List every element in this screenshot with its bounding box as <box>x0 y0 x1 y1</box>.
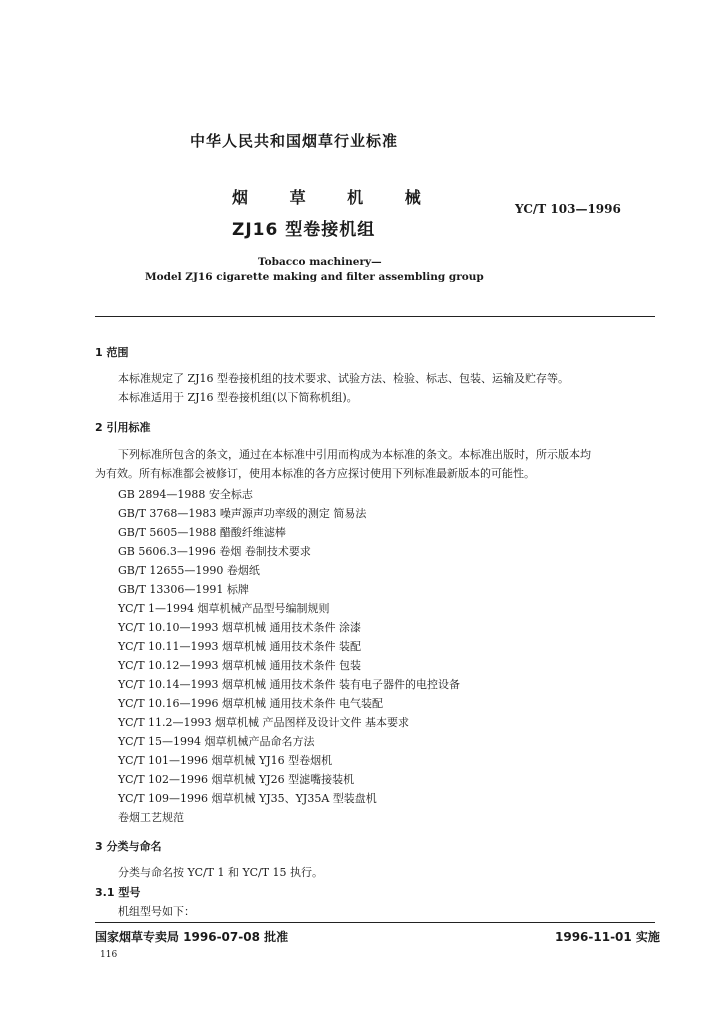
reference-item: GB/T 13306—1991 标牌 <box>118 583 249 596</box>
reference-item: YC/T 15—1994 烟草机械产品命名方法 <box>118 735 315 748</box>
section-3-1-heading: 3.1 型号 <box>95 886 141 899</box>
implementation-date: 1996-11-01 实施 <box>555 930 660 944</box>
page-number: 116 <box>100 950 118 960</box>
section-2-paragraph-line1: 下列标准所包含的条文，通过在本标准中引用而构成为本标准的条文。本标准出版时，所示版本均 <box>118 448 591 461</box>
english-title-line2: Model ZJ16 cigarette making and filter assembling group <box>145 271 484 283</box>
header-divider <box>95 316 655 317</box>
section-3-1-paragraph: 机组型号如下： <box>118 905 195 918</box>
standard-code: YC/T 103—1996 <box>515 202 621 216</box>
standard-title-line2: ZJ16 型卷接机组 <box>232 220 376 240</box>
reference-item: GB/T 5605—1988 醋酸纤维滤棒 <box>118 526 286 539</box>
section-3-heading: 3 分类与命名 <box>95 840 162 853</box>
reference-item: GB 5606.3—1996 卷烟 卷制技术要求 <box>118 545 311 558</box>
section-2-heading: 2 引用标准 <box>95 421 151 434</box>
issuing-organization: 中华人民共和国烟草行业标准 <box>190 132 399 150</box>
section-1-heading: 1 范围 <box>95 346 129 359</box>
approval-date: 国家烟草专卖局 1996-07-08 批准 <box>95 930 289 944</box>
reference-item: YC/T 101—1996 烟草机械 YJ16 型卷烟机 <box>118 754 333 767</box>
reference-item: YC/T 1—1994 烟草机械产品型号编制规则 <box>118 602 330 615</box>
reference-item: YC/T 102—1996 烟草机械 YJ26 型滤嘴接装机 <box>118 773 355 786</box>
reference-item: 卷烟工艺规范 <box>118 811 184 824</box>
standard-title-line1: 烟 草 机 械 <box>232 188 439 207</box>
reference-item: YC/T 10.11—1993 烟草机械 通用技术条件 装配 <box>118 640 361 653</box>
english-title-line1: Tobacco machinery— <box>258 256 382 268</box>
reference-item: YC/T 10.12—1993 烟草机械 通用技术条件 包装 <box>118 659 361 672</box>
reference-item: GB/T 3768—1983 噪声源声功率级的测定 简易法 <box>118 507 367 520</box>
section-2-paragraph-line2: 为有效。所有标准都会被修订，使用本标准的各方应探讨使用下列标准最新版本的可能性。 <box>95 467 535 480</box>
reference-item: GB 2894—1988 安全标志 <box>118 488 253 501</box>
section-3-paragraph: 分类与命名按 YC/T 1 和 YC/T 15 执行。 <box>118 866 324 879</box>
footer-divider <box>95 922 655 923</box>
reference-item: YC/T 109—1996 烟草机械 YJ35、YJ35A 型装盘机 <box>118 792 377 805</box>
section-1-paragraph-2: 本标准适用于 ZJ16 型卷接机组(以下简称机组)。 <box>118 391 358 404</box>
reference-item: YC/T 10.14—1993 烟草机械 通用技术条件 装有电子器件的电控设备 <box>118 678 460 691</box>
reference-item: YC/T 10.10—1993 烟草机械 通用技术条件 涂漆 <box>118 621 361 634</box>
reference-item: YC/T 11.2—1993 烟草机械 产品图样及设计文件 基本要求 <box>118 716 409 729</box>
reference-item: YC/T 10.16—1996 烟草机械 通用技术条件 电气装配 <box>118 697 383 710</box>
reference-item: GB/T 12655—1990 卷烟纸 <box>118 564 260 577</box>
section-1-paragraph-1: 本标准规定了 ZJ16 型卷接机组的技术要求、试验方法、检验、标志、包装、运输及贮存等。 <box>118 372 570 385</box>
